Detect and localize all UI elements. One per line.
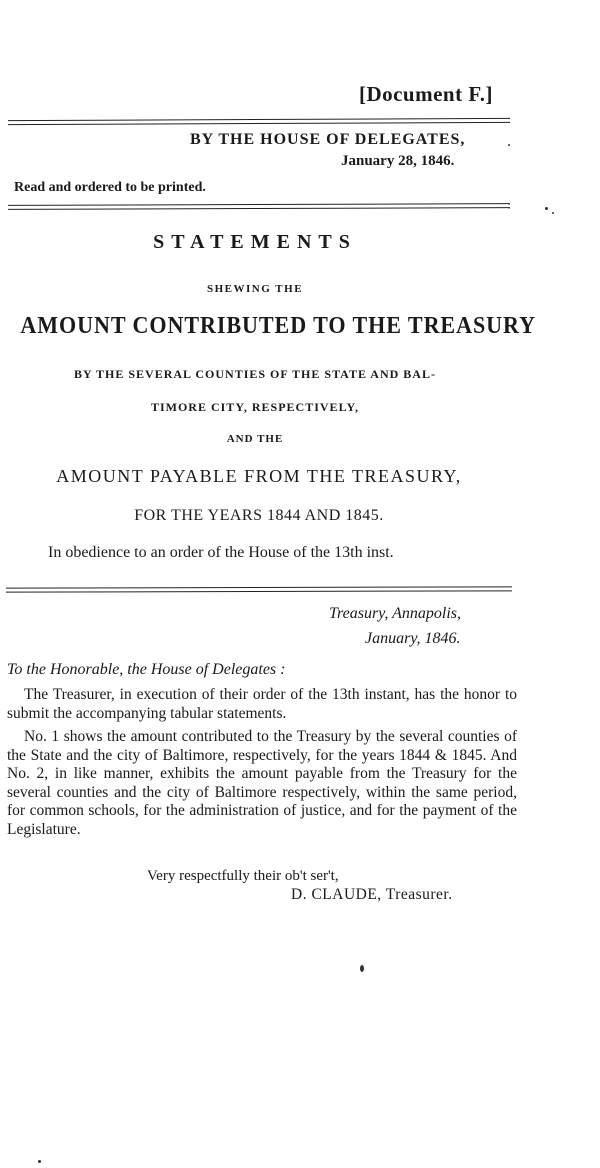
title-amount-contributed: AMOUNT CONTRIBUTED TO THE TREASURY — [20, 313, 536, 339]
title-amount-payable: AMOUNT PAYABLE FROM THE TREASURY, — [56, 466, 462, 486]
document-label: [Document F.] — [358, 82, 493, 106]
letter-paragraph: No. 1 shows the amount contributed to the Treasury by the several counties of the State and the city of Baltimore, respectively, for the years 1844 & 1845. And No. 2, in like manner, exhibits the amount payable from the Treasury for the several counties and the city of Baltimore respectively, within the same period, for common schools, for the administration of justice, and for the payment of the Legislature. — [7, 728, 517, 838]
obedience-note: In obedience to an order of the House of the 13th inst. — [48, 544, 394, 561]
title-shewing: SHEWING THE — [206, 283, 304, 295]
double-rule-divider — [6, 586, 512, 592]
letter-paragraph: The Treasurer, in execution of their order of the 13th instant, has the honor to submit the accompanying tabular statements. — [7, 686, 517, 722]
double-rule-divider — [8, 203, 510, 210]
letter-closing: Very respectfully their ob't ser't, — [147, 868, 339, 884]
house-line: BY THE HOUSE OF DELEGATES, — [190, 131, 466, 148]
house-date: January 28, 1846. — [341, 153, 455, 169]
letter-place: Treasury, Annapolis, — [329, 605, 462, 622]
letter-date: January, 1846. — [365, 630, 461, 647]
title-by-counties: BY THE SEVERAL COUNTIES OF THE STATE AND BAL- — [74, 367, 436, 381]
title-statements: STATEMENTS — [153, 231, 357, 253]
letter-signature: D. CLAUDE, Treasurer. — [291, 886, 453, 903]
scan-speck — [508, 144, 510, 146]
scan-speck — [38, 1160, 41, 1163]
scan-speck — [552, 212, 554, 214]
scan-speck — [545, 207, 548, 210]
title-and-the: AND THE — [226, 433, 284, 445]
letter-salutation: To the Honorable, the House of Delegates : — [7, 661, 286, 678]
read-ordered-note: Read and ordered to be printed. — [14, 180, 206, 195]
title-years: FOR THE YEARS 1844 AND 1845. — [134, 507, 384, 524]
scan-speck — [360, 965, 364, 972]
title-baltimore-city: TIMORE CITY, RESPECTIVELY, — [150, 400, 360, 414]
double-rule-divider — [8, 118, 510, 125]
